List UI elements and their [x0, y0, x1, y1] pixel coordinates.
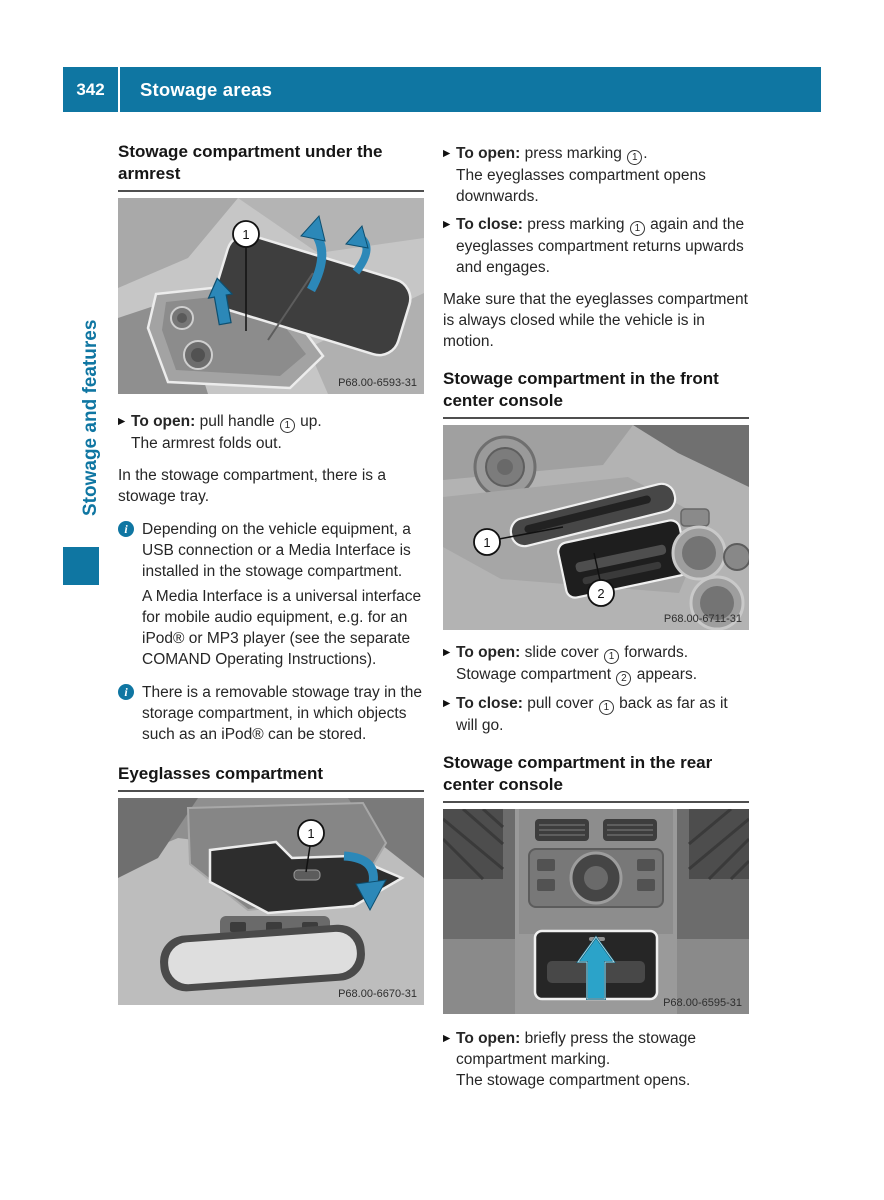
circled-number: 2 [616, 671, 631, 686]
figure-armrest [118, 198, 424, 394]
circled-number: 1 [627, 150, 642, 165]
instruction-result: The eyeglasses compartment opens downwards. [456, 167, 706, 205]
bullet-icon: ▶ [118, 416, 126, 427]
bullet-icon: ▶ [443, 647, 451, 658]
info-icon: i [118, 521, 134, 537]
instruction-result: The armrest folds out. [131, 435, 282, 452]
front-console-illustration [443, 425, 749, 630]
instruction-eyeglasses-open: ▶ To open: press marking 1 . The eyeglasses compartment opens downwards. [443, 143, 749, 207]
armrest-illustration [118, 198, 424, 394]
figure-rear-console [443, 809, 749, 1014]
page-number: 342 [76, 79, 105, 99]
instruction-front-open: ▶ To open: slide cover 1 forwards. Stowage compartment 2 appears. [443, 644, 698, 684]
heading-front-console: Stowage compartment in the front center console [443, 368, 749, 419]
heading-armrest: Stowage compartment under the armrest [118, 141, 424, 192]
instruction-label: To close: [456, 695, 523, 712]
callout-number: 1 [242, 227, 250, 242]
instruction-armrest-open: ▶ To open: pull handle 1 up. The armrest folds out. [118, 413, 322, 452]
bullet-icon: ▶ [443, 1033, 451, 1044]
rear-console-illustration [443, 809, 749, 1014]
note-text: Depending on the vehicle equipment, a USB connection or a Media Interface is installed in the stowage compartment. [142, 521, 411, 580]
eyeglasses-illustration [118, 798, 424, 1005]
bullet-icon: ▶ [443, 219, 451, 230]
instruction-result: The stowage compartment opens. [456, 1072, 691, 1089]
figure-caption: P68.00-6711-31 [663, 613, 742, 625]
note-media-interface [118, 519, 424, 670]
header-bar [63, 67, 821, 112]
paragraph-eyeglasses-warning: Make sure that the eyeglasses compartment is always closed while the vehicle is in motion. [443, 291, 748, 350]
instruction-eyeglasses-close: ▶ To close: press marking 1 again and the eyeglasses compartment returns upwards and engages. [443, 216, 745, 276]
instruction-label: To open: [456, 644, 521, 661]
instruction-rear-open: ▶ To open: briefly press the stowage compartment marking. The stowage compartment opens. [443, 1028, 749, 1091]
instruction-label: To open: [456, 1030, 521, 1047]
figure-caption: P68.00-6593-31 [338, 377, 417, 389]
figure-caption: P68.00-6595-31 [663, 997, 742, 1009]
heading-eyeglasses: Eyeglasses compartment [118, 763, 424, 792]
instruction-label: To open: [131, 413, 196, 430]
chapter-label: Stowage and features [80, 319, 101, 516]
circled-number: 1 [599, 700, 614, 715]
instruction-label: To open: [456, 145, 521, 162]
page-title: Stowage areas [140, 78, 273, 100]
paragraph-stowage-tray: In the stowage compartment, there is a stowage tray. [118, 467, 386, 505]
left-column [118, 141, 424, 1005]
instruction-label: To close: [456, 216, 523, 233]
figure-eyeglasses [118, 798, 424, 1005]
circled-number: 1 [280, 418, 295, 433]
callout-number: 1 [307, 826, 315, 841]
heading-rear-console: Stowage compartment in the rear center console [443, 752, 749, 803]
instruction-front-close: ▶ To close: pull cover 1 back as far as it will go. [443, 695, 728, 734]
instruction-result: Stowage compartment 2 appears. [456, 666, 698, 684]
bullet-icon: ▶ [443, 148, 451, 159]
bullet-icon: ▶ [443, 698, 451, 709]
figure-front-console [443, 425, 749, 630]
figure-caption: P68.00-6670-31 [338, 988, 417, 1000]
info-icon: i [118, 684, 134, 700]
chapter-tab [63, 547, 99, 585]
note-removable-tray [118, 682, 424, 745]
callout-number: 2 [597, 586, 605, 601]
circled-number: 1 [604, 649, 619, 664]
circled-number: 1 [630, 221, 645, 236]
note-text: There is a removable stowage tray in the storage compartment, in which objects such as an iPod® can be stored. [142, 684, 422, 743]
right-column [443, 143, 749, 1091]
callout-number: 1 [483, 535, 491, 550]
note-text: A Media Interface is a universal interface for mobile audio equipment, e.g. for an iPod® or MP3 player (see the separate COMAND Operating Instructions). [142, 588, 422, 668]
